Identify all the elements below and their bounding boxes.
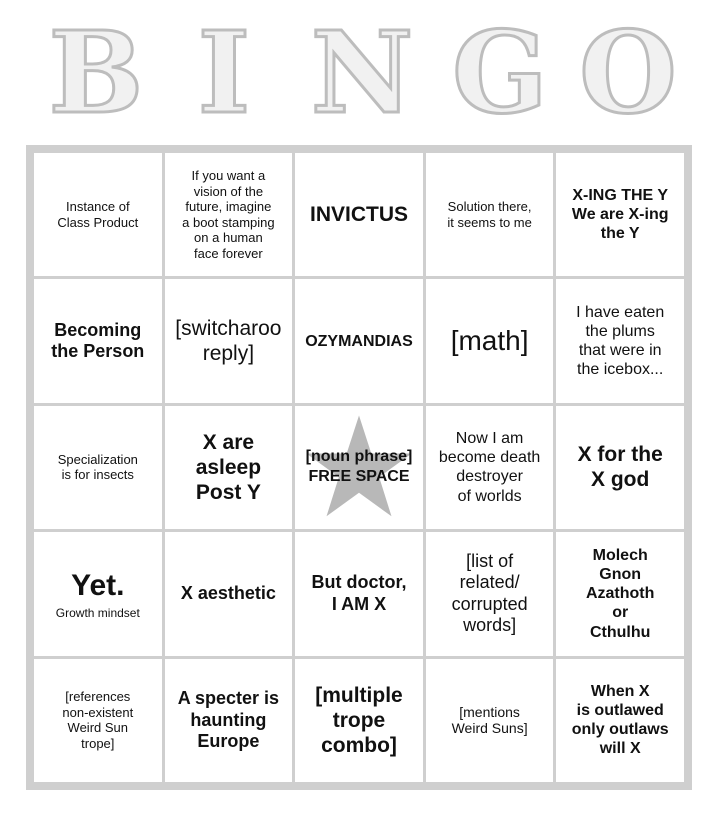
bingo-cell[interactable]: Becoming the Person [34, 279, 162, 402]
yet-headline: Yet. [71, 568, 125, 602]
bingo-cell[interactable]: Solution there, it seems to me [426, 153, 554, 276]
bingo-grid [34, 153, 684, 782]
free-space-noun-phrase: [noun phrase] [305, 448, 413, 466]
bingo-cell[interactable]: Instance of Class Product [34, 153, 162, 276]
bingo-title [0, 0, 715, 140]
yet-cell[interactable] [34, 532, 162, 655]
bingo-cell[interactable]: X-ING THE Y We are X-ing the Y [556, 153, 684, 276]
title-letter-b: B [48, 8, 144, 139]
title-letter-o: O [579, 8, 677, 139]
bingo-cell[interactable]: Now I am become death destroyer of worlds [426, 406, 554, 529]
bingo-cell[interactable]: [math] [426, 279, 554, 402]
bingo-cell[interactable]: INVICTUS [295, 153, 423, 276]
bingo-cell[interactable]: A specter is haunting Europe [165, 659, 293, 782]
bingo-cell[interactable]: [switcharoo reply] [165, 279, 293, 402]
bingo-cell[interactable]: Specialization is for insects [34, 406, 162, 529]
bingo-board [26, 145, 692, 790]
bingo-cell[interactable]: X are asleep Post Y [165, 406, 293, 529]
title-letter-n: N [310, 8, 414, 139]
bingo-cell[interactable]: X aesthetic [165, 532, 293, 655]
bingo-cell[interactable]: Molech Gnon Azathoth or Cthulhu [556, 532, 684, 655]
yet-subtitle: Growth mindset [55, 605, 140, 620]
free-space-label: FREE SPACE [308, 468, 410, 486]
bingo-cell[interactable]: But doctor, I AM X [295, 532, 423, 655]
bingo-cell[interactable]: If you want a vision of the future, imagine a boot stamping on a human face forever [165, 153, 293, 276]
title-letter-i: I [197, 8, 251, 139]
bingo-cell[interactable]: I have eaten the plums that were in the icebox... [556, 279, 684, 402]
bingo-cell[interactable]: When X is outlawed only outlaws will X [556, 659, 684, 782]
bingo-cell[interactable]: [references non-existent Weird Sun trope] [34, 659, 162, 782]
bingo-cell[interactable]: [list of related/ corrupted words] [426, 532, 554, 655]
free-space-cell[interactable] [295, 406, 423, 529]
bingo-cell[interactable]: [mentions Weird Suns] [426, 659, 554, 782]
bingo-cell[interactable]: [multiple trope combo] [295, 659, 423, 782]
bingo-cell[interactable]: OZYMANDIAS [295, 279, 423, 402]
title-letter-g: G [452, 8, 548, 139]
bingo-cell[interactable]: X for the X god [556, 406, 684, 529]
